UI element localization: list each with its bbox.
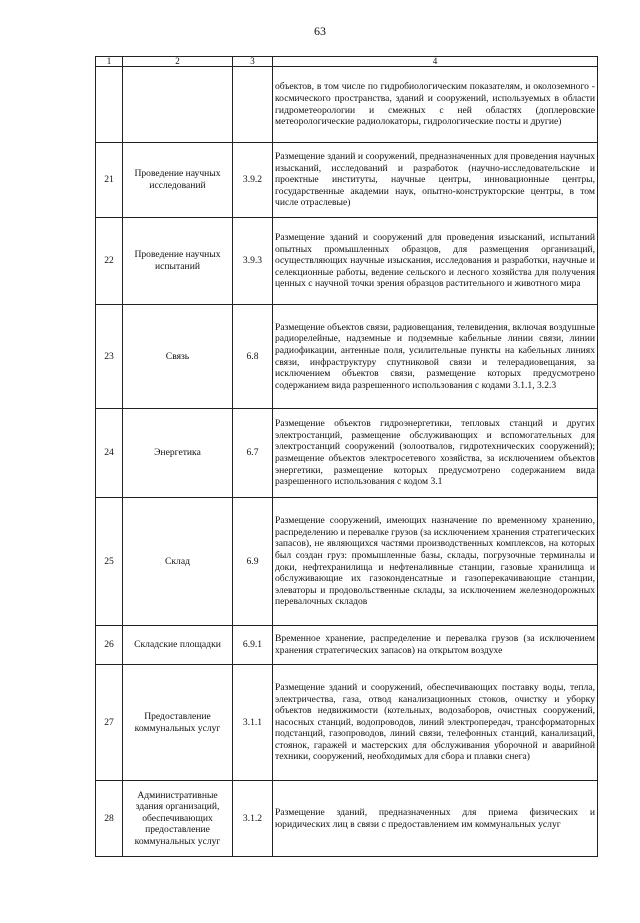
row-name: Энергетика bbox=[123, 409, 233, 498]
row-description: Размещение зданий, предназначенных для приема физических и юридических лиц в связи с предоставлением им коммунальных услуг bbox=[273, 781, 598, 857]
row-number: 22 bbox=[96, 218, 123, 305]
header-col-4: 4 bbox=[273, 57, 598, 67]
row-name: Проведение научных испытаний bbox=[123, 218, 233, 305]
row-description: Временное хранение, распределение и перевалка грузов (за исключением хранения стратегических запасов) на открытом воздухе bbox=[273, 626, 598, 665]
row-code: 3.1.1 bbox=[233, 665, 273, 781]
table-row bbox=[96, 498, 598, 626]
row-code: 6.7 bbox=[233, 409, 273, 498]
row-name: Связь bbox=[123, 305, 233, 409]
row-number: 21 bbox=[96, 143, 123, 218]
row-name: Административные здания организаций, обеспечивающих предоставление коммунальных услуг bbox=[123, 781, 233, 857]
row-code: 6.9.1 bbox=[233, 626, 273, 665]
table-row bbox=[96, 305, 598, 409]
row-number: 25 bbox=[96, 498, 123, 626]
header-row bbox=[96, 57, 598, 67]
row-number: 23 bbox=[96, 305, 123, 409]
row-name: Складские площадки bbox=[123, 626, 233, 665]
header-col-1: 1 bbox=[96, 57, 123, 67]
row-description: Размещение объектов гидроэнергетики, тепловых станций и других электростанций, размещение обслуживающих и вспомогательных для электростанций сооружений (золоотвалов, гидротехнических сооружений); размещение объектов электросетевого хозяйства, за исключением объектов энергетики, размещение которых предусмотрено содержанием вида разрешенного использования с кодом 3.1 bbox=[273, 409, 598, 498]
row-code: 3.1.2 bbox=[233, 781, 273, 857]
row-name: Предоставление коммунальных услуг bbox=[123, 665, 233, 781]
row-description: объектов, в том числе по гидробиологическим показателям, и околоземного - космического пространства, зданий и сооружений, используемых в области гидрометеорологии и смежных с ней областях (доплеровские метеорологические радиолокаторы, гидрологические посты и другие) bbox=[273, 67, 598, 143]
row-description: Размещение зданий и сооружений, предназначенных для проведения научных изысканий, исследований и разработок (научно-исследовательские и проектные институты, научные центры, инновационные центры, государственные академии наук, опытно-конструкторские центры, в том числе отраслевые) bbox=[273, 143, 598, 218]
table-row bbox=[96, 781, 598, 857]
row-code: 3.9.2 bbox=[233, 143, 273, 218]
table-row bbox=[96, 218, 598, 305]
row-description: Размещение зданий и сооружений, обеспечивающих поставку воды, тепла, электричества, газа, отвод канализационных стоков, очистку и уборку объектов недвижимости (котельных, водозаборов, очистных сооружений, насосных станций, водопроводов, линий электропередач, трансформаторных подстанций, газопроводов, линий связи, телефонных станций, канализаций, стоянок, гаражей и мастерских для обслуживания уборочной и аварийной техники, сооружений, необходимых для сбора и плавки снега) bbox=[273, 665, 598, 781]
row-number: 24 bbox=[96, 409, 123, 498]
table-row bbox=[96, 626, 598, 665]
row-code: 6.8 bbox=[233, 305, 273, 409]
row-number: 26 bbox=[96, 626, 123, 665]
row-description: Размещение зданий и сооружений для проведения изысканий, испытаний опытных промышленных образцов, для размещения организаций, осуществляющих научные изыскания, исследования и разработки, научные и селекционные работы, ведение сельского и лесного хозяйства для получения ценных с научной точки зрения образцов растительного и животного мира bbox=[273, 218, 598, 305]
row-description: Размещение сооружений, имеющих назначение по временному хранению, распределению и перевалке грузов (за исключением хранения стратегических запасов), не являющихся частями производственных комплексов, на которых был создан груз: промышленные базы, склады, погрузочные терминалы и доки, нефтехранилища и нефтеналивные станции, газовые хранилища и обслуживающие их газоконденсатные и газоперекачивающие станции, элеваторы и продовольственные склады, за исключением железнодорожных перевалочных складов bbox=[273, 498, 598, 626]
header-col-3: 3 bbox=[233, 57, 273, 67]
page-number: 63 bbox=[314, 24, 326, 38]
row-code: 6.9 bbox=[233, 498, 273, 626]
header-col-2: 2 bbox=[123, 57, 233, 67]
row-code bbox=[233, 67, 273, 143]
row-name: Проведение научных исследований bbox=[123, 143, 233, 218]
row-number: 27 bbox=[96, 665, 123, 781]
row-description: Размещение объектов связи, радиовещания, телевидения, включая воздушные радиорелейные, надземные и подземные кабельные линии связи, линии радиофикации, антенные поля, усилительные пункты на кабельных линиях связи, инфраструктуру спутниковой связи и телерадиовещания, за исключением объектов связи, размещение которых предусмотрено содержанием вида разрешенного использования с кодами 3.1.1, 3.2.3 bbox=[273, 305, 598, 409]
table-row bbox=[96, 409, 598, 498]
table-row bbox=[96, 67, 598, 143]
table-row bbox=[96, 143, 598, 218]
row-name bbox=[123, 67, 233, 143]
row-code: 3.9.3 bbox=[233, 218, 273, 305]
land-use-table bbox=[95, 56, 598, 857]
row-number bbox=[96, 67, 123, 143]
row-number: 28 bbox=[96, 781, 123, 857]
table-row bbox=[96, 665, 598, 781]
row-name: Склад bbox=[123, 498, 233, 626]
